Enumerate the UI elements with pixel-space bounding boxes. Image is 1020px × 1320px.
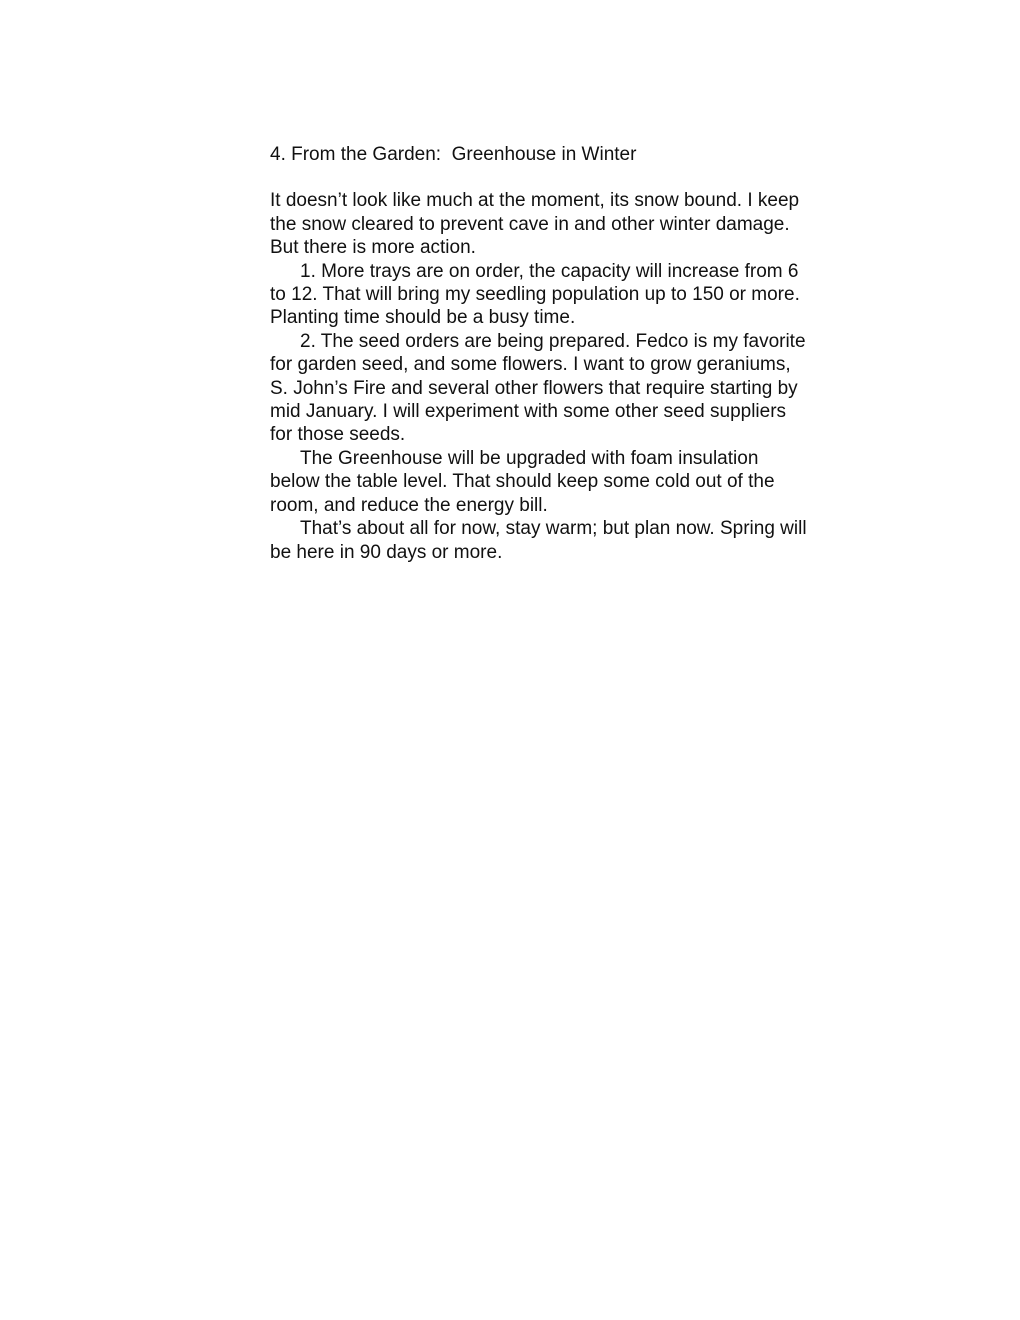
document-body [270,143,850,564]
paragraph-closing: That’s about all for now, stay warm; but plan now. Spring will be here in 90 days or more. [270,518,807,563]
paragraph-trays: 1. More trays are on order, the capacity will increase from 6 to 12. That will bring my seedling population up to 150 or more. Planting time should be a busy time. [270,260,800,329]
paragraph-intro: It doesn’t look like much at the moment, its snow bound. I keep the snow cleared to prevent cave in and other winter damage. But there is more action. [270,190,800,259]
paragraph-insulation: The Greenhouse will be upgraded with foam insulation below the table level. That should keep some cold out of the room, and reduce the energy bill. [270,447,775,516]
paragraph-seed-orders: 2. The seed orders are being prepared. Fedco is my favorite for garden seed, and some flowers. I want to grow geraniums, S. John’s Fire and several other flowers that require starting by mid January. I will experiment with some other seed suppliers for those seeds. [270,330,806,446]
document-title: 4. From the Garden: Greenhouse in Winter [270,144,637,165]
